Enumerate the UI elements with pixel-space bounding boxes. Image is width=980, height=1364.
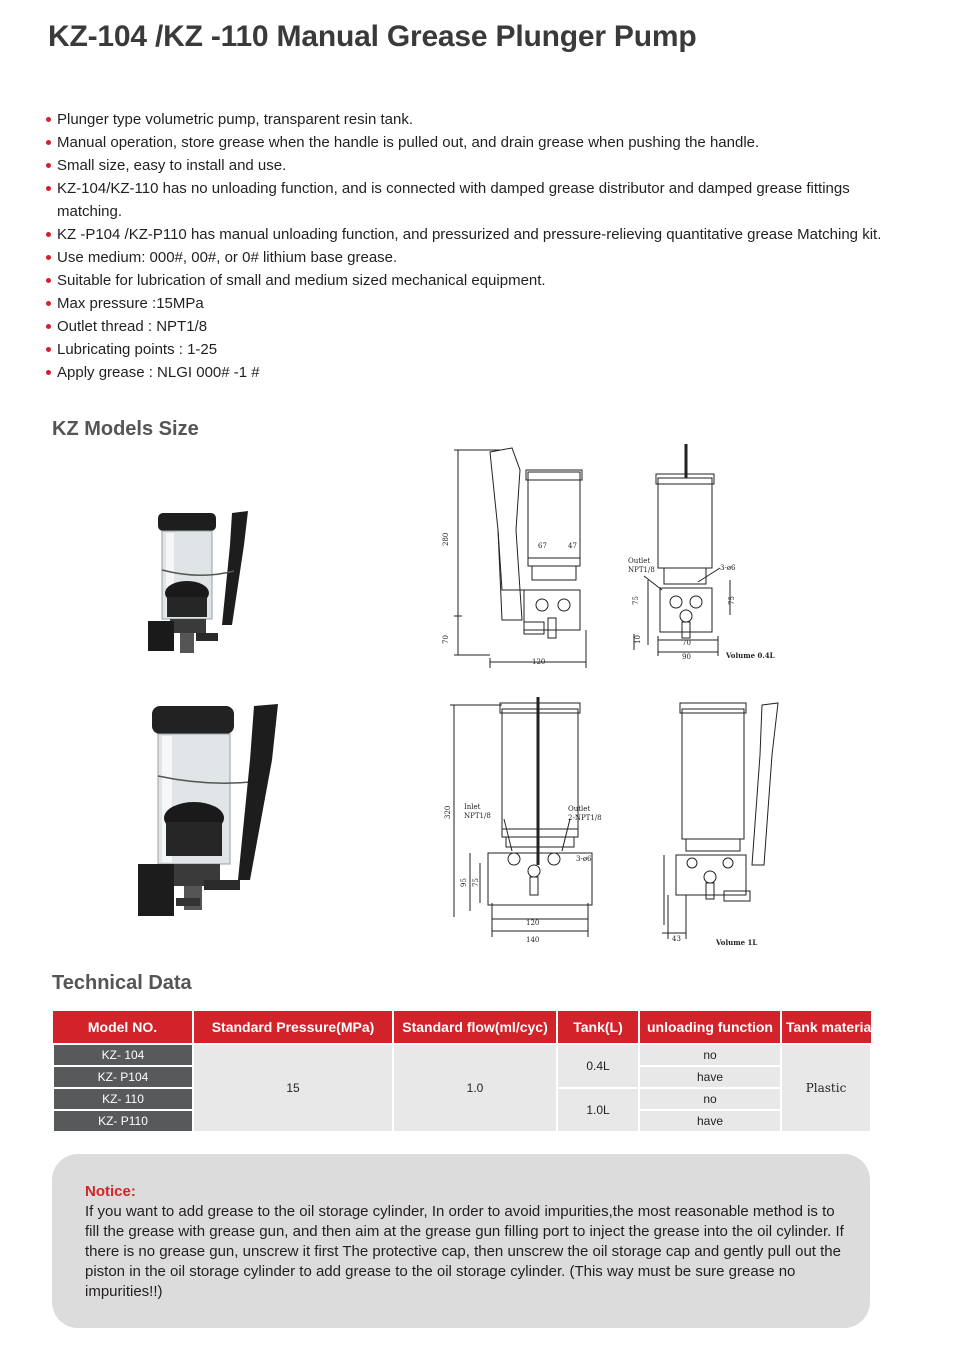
pressure-cell: 15	[193, 1044, 393, 1132]
pump-photo-large	[130, 700, 290, 925]
technical-data-heading: Technical Data	[52, 972, 192, 994]
unloading-cell: have	[639, 1066, 781, 1088]
header-tank: Tank(L)	[557, 1011, 639, 1044]
dim-95: 95	[460, 878, 468, 887]
feature-item: Max pressure :15MPa	[46, 292, 906, 315]
bullet-icon	[46, 186, 51, 191]
outlet-label: Outlet	[628, 557, 651, 565]
unloading-cell: no	[639, 1044, 781, 1066]
feature-item: Suitable for lubrication of small and medium sized mechanical equipment.	[46, 269, 906, 292]
dim-47: 47	[568, 542, 577, 550]
model-cell: KZ- 110	[53, 1088, 193, 1110]
tank-cell: 0.4L	[557, 1044, 639, 1088]
dim-75-a: 75	[632, 596, 640, 605]
header-flow: Standard flow(ml/cyc)	[393, 1011, 557, 1044]
outlet-thread-label-large: 2-NPT1/8	[568, 814, 602, 822]
bullet-icon	[46, 232, 51, 237]
dim-70: 70	[442, 635, 450, 644]
hole-label-large: 3-ø6	[576, 855, 592, 863]
material-cell: Plastic	[781, 1044, 871, 1132]
feature-item: KZ -P104 /KZ-P110 has manual unloading function, and pressurized and pressure-relieving quantitative grease Matching kit.	[46, 223, 906, 246]
dim-67: 67	[538, 542, 547, 550]
dim-43: 43	[672, 935, 681, 943]
feature-item: Plunger type volumetric pump, transparent resin tank.	[46, 108, 906, 131]
header-model: Model NO.	[53, 1011, 193, 1044]
feature-item: KZ-104/KZ-110 has no unloading function, and is connected with damped grease distributor and damped grease fittings matching.	[46, 177, 906, 223]
feature-item: Small size, easy to install and use.	[46, 154, 906, 177]
bullet-icon	[46, 370, 51, 375]
dim-10: 10	[634, 635, 642, 644]
models-size-heading: KZ Models Size	[52, 418, 199, 440]
bullet-icon	[46, 163, 51, 168]
inlet-thread-label: NPT1/8	[464, 812, 491, 820]
dim-140: 140	[526, 936, 540, 944]
page-title: KZ-104 /KZ -110 Manual Grease Plunger Pump	[48, 20, 697, 53]
notice-title: Notice:	[85, 1183, 136, 1200]
model-cell: KZ- 104	[53, 1044, 193, 1066]
feature-item: Lubricating points : 1-25	[46, 338, 906, 361]
drawing-small-pump	[440, 440, 800, 670]
dim-120: 120	[532, 658, 546, 666]
drawing-large-pump	[440, 695, 800, 955]
pump-photo-small	[140, 505, 260, 665]
feature-list	[46, 108, 906, 384]
feature-item: Manual operation, store grease when the handle is pulled out, and drain grease when pushing the handle.	[46, 131, 906, 154]
header-pressure: Standard Pressure(MPa)	[193, 1011, 393, 1044]
feature-item: Outlet thread : NPT1/8	[46, 315, 906, 338]
bullet-icon	[46, 117, 51, 122]
volume-label-large: Volume 1L	[716, 938, 758, 947]
inlet-label: Inlet	[464, 803, 481, 811]
feature-item: Use medium: 000#, 00#, or 0# lithium base grease.	[46, 246, 906, 269]
model-cell: KZ- P104	[53, 1066, 193, 1088]
bullet-icon	[46, 301, 51, 306]
outlet-label-large: Outlet	[568, 805, 591, 813]
header-material: Tank materia	[781, 1011, 871, 1044]
bullet-icon	[46, 347, 51, 352]
dim-320: 320	[444, 805, 452, 819]
dim-75-b: 75	[728, 596, 736, 605]
bullet-icon	[46, 324, 51, 329]
notice-text: If you want to add grease to the oil storage cylinder, In order to avoid impurities,the most reasonable method is to fill the grease with grease gun, and then aim at the grease gun filling port to inject the grease into the oil cylinder. If there is no grease gun, unscrew it first The protective cap, then unscrew the oil storage cap and gently pull out the piston in the oil storage cylinder to add grease to the oil storage cylinder. (This way must be sure grease no impurities!!)	[85, 1203, 844, 1300]
dim-120-large: 120	[526, 919, 540, 927]
dim-75: 75	[472, 878, 480, 887]
unloading-cell: no	[639, 1088, 781, 1110]
model-cell: KZ- P110	[53, 1110, 193, 1132]
bullet-icon	[46, 278, 51, 283]
hole-label: 3-ø6	[720, 564, 736, 572]
technical-data-table	[52, 1011, 872, 1133]
table-header-row	[53, 1011, 871, 1044]
bullet-icon	[46, 140, 51, 145]
table-row	[53, 1044, 871, 1066]
unloading-cell: have	[639, 1110, 781, 1132]
notice-box	[52, 1154, 870, 1328]
dim-280: 280	[442, 532, 450, 546]
header-unloading: unloading function	[639, 1011, 781, 1044]
bullet-icon	[46, 255, 51, 260]
tank-cell: 1.0L	[557, 1088, 639, 1132]
feature-item: Apply grease : NLGI 000# -1 #	[46, 361, 906, 384]
outlet-thread-label: NPT1/8	[628, 566, 655, 574]
dim-70-b: 70	[682, 639, 691, 647]
flow-cell: 1.0	[393, 1044, 557, 1132]
volume-label-small: Volume 0.4L	[726, 651, 775, 660]
dim-90: 90	[682, 653, 691, 661]
